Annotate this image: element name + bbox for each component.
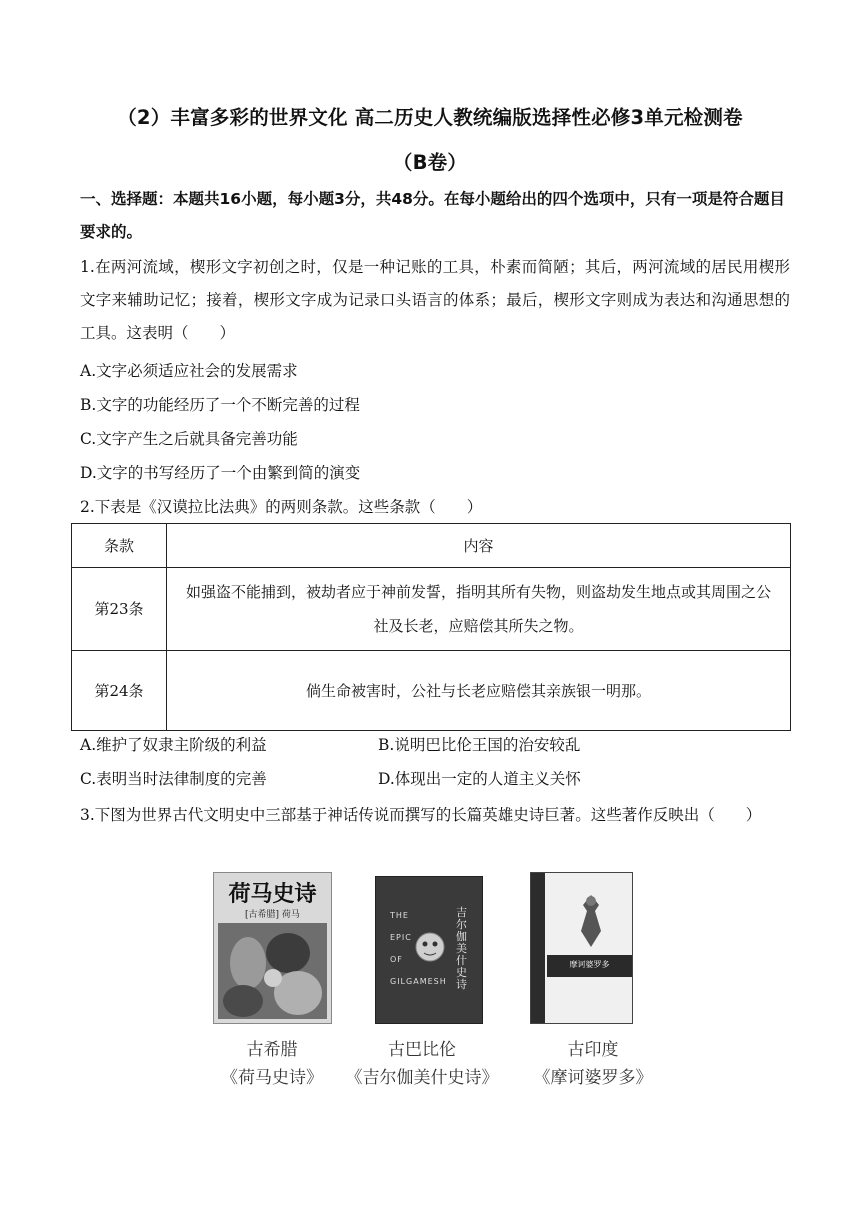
q1-option-c: C.文字产生之后就具备完善功能 [80, 430, 298, 448]
table-header-row [72, 524, 791, 568]
table-header-cell: 内容 [167, 524, 791, 568]
book-cover-homer [213, 872, 332, 1024]
table-row [72, 651, 791, 731]
book-region-label: 古巴比伦 [388, 1040, 456, 1060]
statue-icon [571, 891, 611, 951]
cover-en-line: EPIC [390, 933, 412, 942]
book-name-label: 《荷马史诗》 [221, 1068, 323, 1088]
cover-en-line: GILGAMESH [390, 977, 447, 986]
table-header-cell: 条款 [72, 524, 167, 568]
table-cell-content: 倘生命被害时，公社与长老应赔偿其亲族银一明那。 [167, 651, 791, 731]
book-cover-title: 荷马史诗 [228, 882, 317, 907]
book-cover-title: 摩诃婆罗多 [569, 960, 610, 969]
book-name-label: 《吉尔伽美什史诗》 [345, 1068, 499, 1088]
question-3-stem: 3.下图为世界古代文明史中三部基于神话传说而撰写的长篇英雄史诗巨著。这些著作反映出（ ） [80, 806, 762, 824]
page-title: （2）丰富多彩的世界文化 高二历史人教统编版选择性必修3单元检测卷 [117, 106, 743, 129]
cover-en-line: THE [390, 911, 409, 920]
q1-option-b: B.文字的功能经历了一个不断完善的过程 [80, 396, 360, 414]
q2-option-d: D.体现出一定的人道主义关怀 [378, 770, 581, 788]
q2-option-a: A.维护了奴隶主阶级的利益 [80, 736, 267, 754]
mask-icon [414, 931, 446, 963]
q2-table [71, 523, 791, 731]
book-cover-mahabharata [530, 872, 633, 1024]
question-2-stem: 2.下表是《汉谟拉比法典》的两则条款。这些条款（ ） [80, 498, 483, 516]
book-spine [531, 873, 545, 1023]
book-cover-subtitle: [古希腊] 荷马 [245, 910, 300, 920]
book-cover-title: 吉尔伽美什史诗 [456, 906, 467, 991]
book-name-label: 《摩诃婆罗多》 [533, 1068, 653, 1088]
section-heading: 一、选择题：本题共16小题，每小题3分，共48分。在每小题给出的四个选项中，只有一项是符合题目要求的。 [80, 190, 785, 241]
book-cover-gilgamesh [375, 876, 483, 1024]
page-subtitle: （B卷） [392, 151, 468, 174]
q1-option-a: A.文字必须适应社会的发展需求 [80, 362, 298, 380]
question-1-stem: 1.在两河流域，楔形文字初创之时，仅是一种记账的工具，朴素而简陋；其后，两河流域的居民用楔形文字来辅助记忆；接着，楔形文字成为记录口头语言的体系；最后，楔形文字则成为表达和沟通思想的工具。这表明（ ） [80, 258, 790, 342]
cover-en-line: OF [390, 955, 403, 964]
table-cell-clause: 第23条 [72, 568, 167, 651]
book-region-label: 古希腊 [246, 1040, 298, 1060]
book-region-label: 古印度 [567, 1040, 619, 1060]
table-cell-clause: 第24条 [72, 651, 167, 731]
q2-option-b: B.说明巴比伦王国的治安较乱 [378, 736, 581, 754]
table-cell-content: 如强盗不能捕到，被劫者应于神前发誓，指明其所有失物，则盗劫发生地点或其周围之公社及长老，应赔偿其所失之物。 [167, 568, 791, 651]
painting-illustration [218, 923, 327, 1019]
q1-option-d: D.文字的书写经历了一个由繁到简的演变 [80, 464, 361, 482]
table-row [72, 568, 791, 651]
q2-option-c: C.表明当时法律制度的完善 [80, 770, 267, 788]
